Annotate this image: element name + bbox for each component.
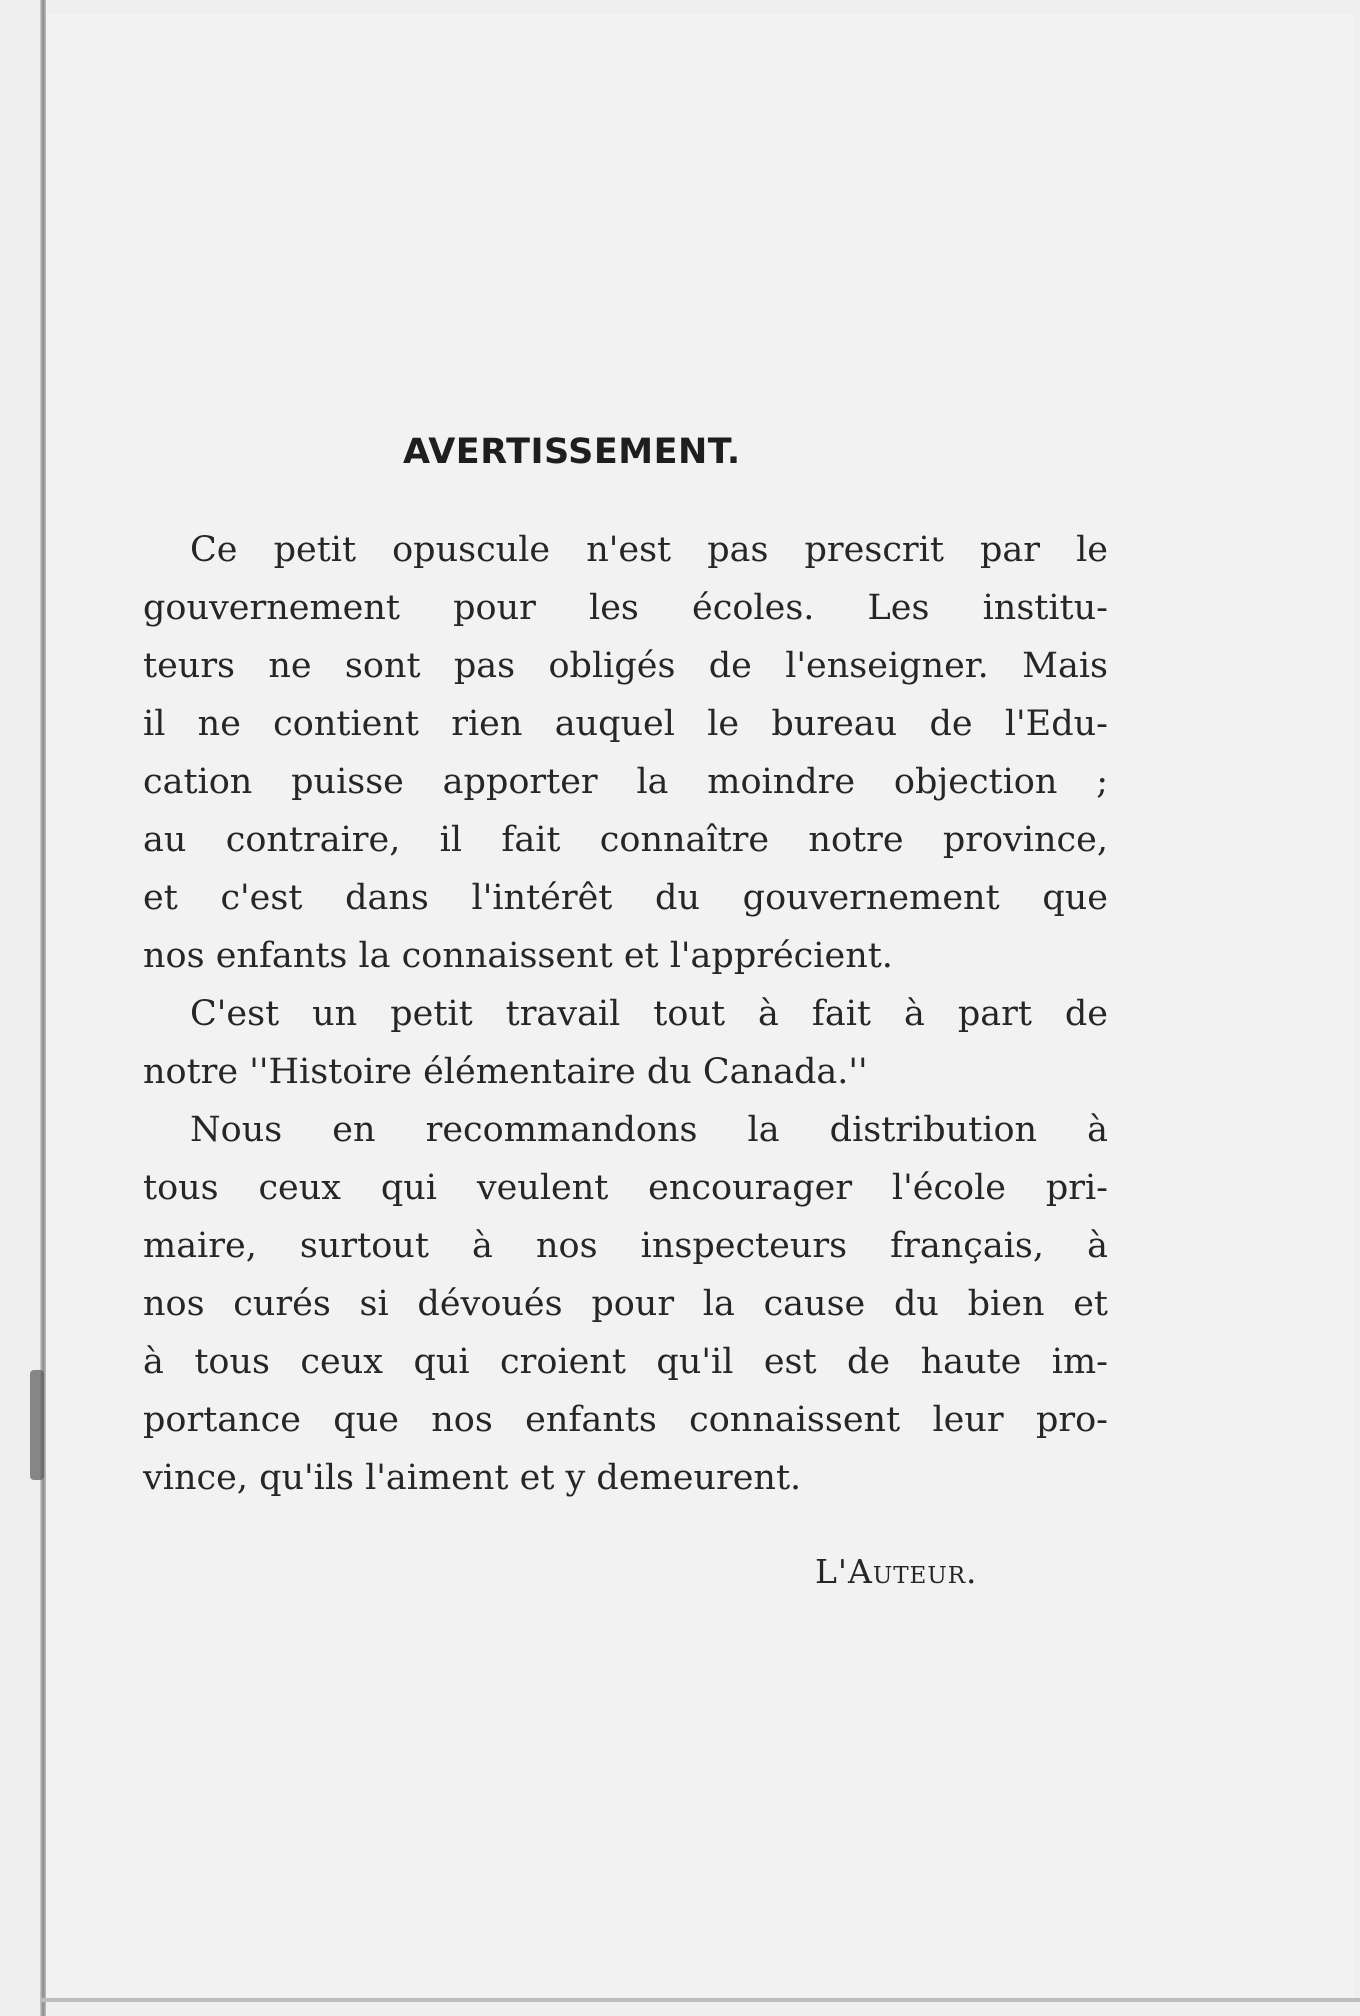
page-title: AVERTISSEMENT. <box>403 432 741 472</box>
text-line-14: nos curés si dévoués pour la cause du bien et <box>143 1284 1108 1324</box>
text-line-3: teurs ne sont pas obligés de l'enseigner. Mais <box>143 646 1108 686</box>
text-line-17: vince, qu'ils l'aiment et y demeurent. <box>143 1458 802 1498</box>
text-line-8: nos enfants la connaissent et l'apprécient. <box>143 936 893 976</box>
text-line-13: maire, surtout à nos inspecteurs français, à <box>143 1226 1108 1266</box>
text-line-1: Ce petit opuscule n'est pas prescrit par le <box>190 530 1108 570</box>
text-line-4: il ne contient rien auquel le bureau de l'Edu- <box>143 704 1108 744</box>
text-line-12: tous ceux qui veulent encourager l'école pri- <box>143 1168 1108 1208</box>
page-gutter <box>40 0 46 2016</box>
gutter-smudge <box>30 1370 44 1480</box>
text-line-16: portance que nos enfants connaissent leur pro- <box>143 1400 1108 1440</box>
text-line-7: et c'est dans l'intérêt du gouvernement que <box>143 878 1108 918</box>
text-line-15: à tous ceux qui croient qu'il est de haute im- <box>143 1342 1108 1382</box>
text-line-11: Nous en recommandons la distribution à <box>190 1110 1108 1150</box>
text-line-10: notre ''Histoire élémentaire du Canada.'' <box>143 1052 868 1092</box>
text-line-2: gouvernement pour les écoles. Les institu- <box>143 588 1108 628</box>
text-line-5: cation puisse apporter la moindre objection ; <box>143 762 1108 802</box>
page-bottom-edge <box>40 1998 1360 2002</box>
author-signature: L'Auteur. <box>815 1552 978 1591</box>
text-line-9: C'est un petit travail tout à fait à part de <box>190 994 1108 1034</box>
text-line-6: au contraire, il fait connaître notre province, <box>143 820 1108 860</box>
